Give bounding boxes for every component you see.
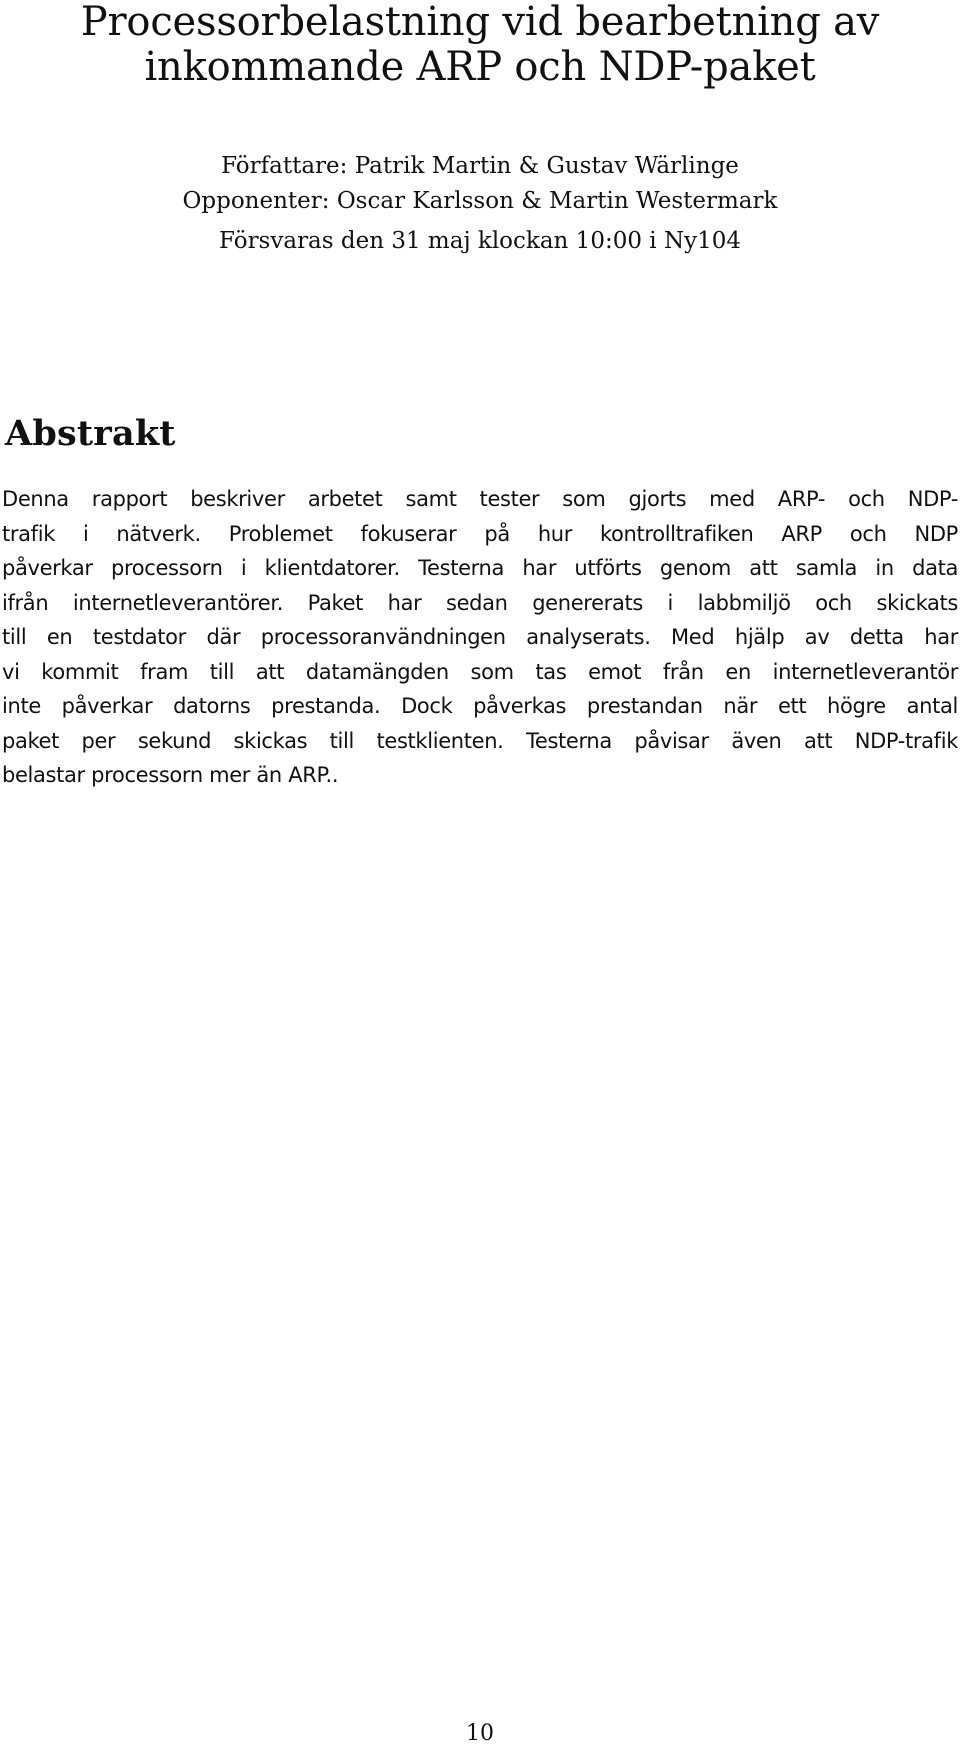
abstract-line: vi kommit fram till att datamängden som tas emot från en internetleverantör (2, 659, 958, 684)
document-title (0, 0, 960, 90)
authors-line: Författare: Patrik Martin & Gustav Wärlinge (221, 153, 739, 179)
abstract-line: belastar processorn mer än ARP.. (2, 763, 339, 787)
abstract-paragraph (2, 482, 958, 793)
abstract-line: trafik i nätverk. Problemet fokuserar på hur kontrolltrafiken ARP och NDP (2, 521, 958, 546)
author-block (0, 149, 960, 219)
opponents-line: Opponenter: Oscar Karlsson & Martin Westermark (182, 188, 778, 214)
abstract-line: paket per sekund skickas till testklienten. Testerna påvisar även att NDP-trafik (2, 728, 958, 753)
abstract-line: inte påverkar datorns prestanda. Dock påverkas prestandan när ett högre antal (2, 694, 958, 718)
abstract-line: till en testdator där processoranvändningen analyserats. Med hjälp av detta har (2, 625, 958, 649)
abstract-line: Denna rapport beskriver arbetet samt tester som gjorts med ARP- och NDP- (2, 487, 958, 511)
abstract-heading: Abstrakt (5, 413, 176, 454)
page-number: 10 (466, 1721, 494, 1746)
defense-info: Försvaras den 31 maj klockan 10:00 i Ny104 (219, 228, 741, 254)
abstract-line: påverkar processorn i klientdatorer. Testerna har utförts genom att samla in data (2, 556, 958, 580)
title-line-2: inkommande ARP och NDP-paket (144, 44, 816, 90)
title-line-1: Processorbelastning vid bearbetning av (80, 0, 880, 45)
abstract-line: ifrån internetleverantörer. Paket har sedan genererats i labbmiljö och skickats (2, 590, 958, 615)
